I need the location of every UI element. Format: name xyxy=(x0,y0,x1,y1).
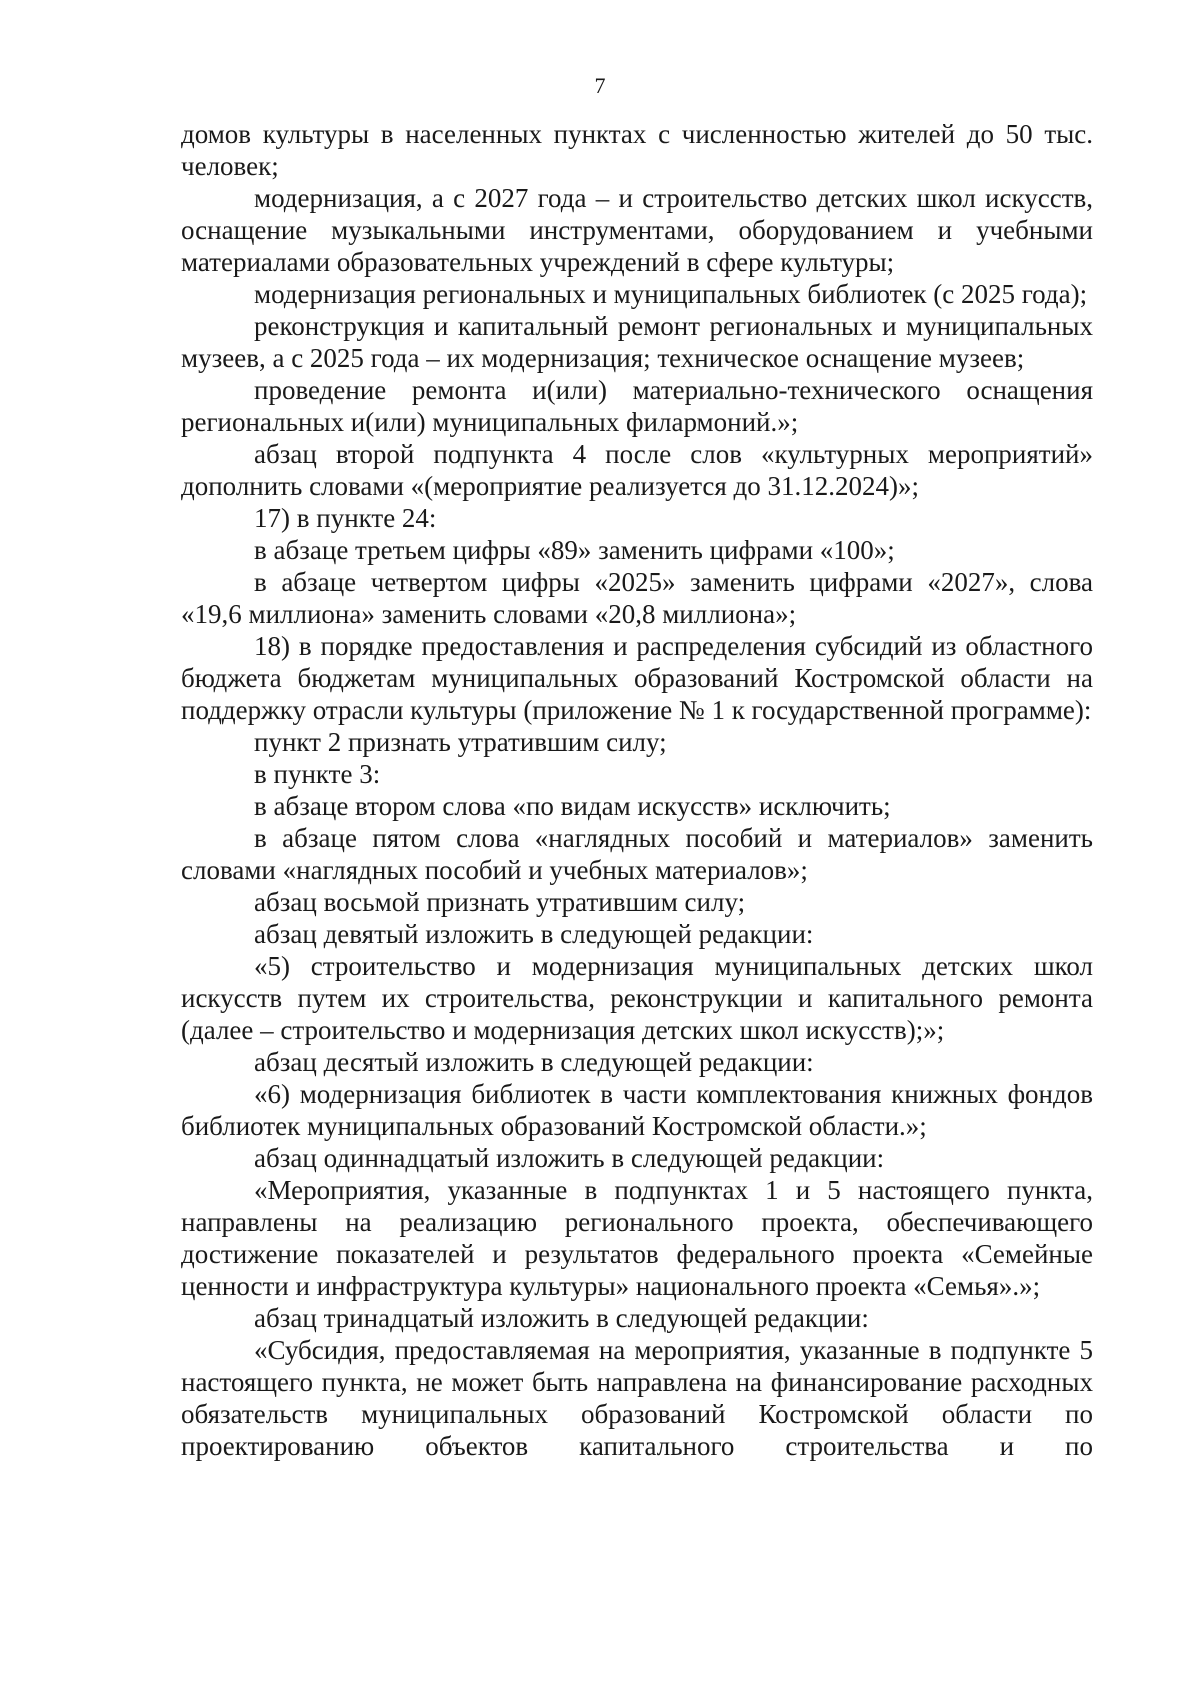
paragraph: в абзаце третьем цифры «89» заменить цифрами «100»; xyxy=(254,535,895,565)
paragraph: в абзаце втором слова «по видам искусств» исключить; xyxy=(254,791,891,821)
paragraph: в абзаце пятом слова «наглядных пособий и материалов» заменить словами «наглядных пособий и учебных материалов»; xyxy=(181,823,1093,885)
paragraph: абзац девятый изложить в следующей редакции: xyxy=(254,919,814,949)
paragraph: 17) в пункте 24: xyxy=(254,503,437,533)
paragraph: «6) модернизация библиотек в части комплектования книжных фондов библиотек муниципальных образований Костромской области.»; xyxy=(181,1079,1093,1141)
paragraph: абзац десятый изложить в следующей редакции: xyxy=(254,1047,814,1077)
paragraph: в пункте 3: xyxy=(254,759,381,789)
paragraph: модернизация, а с 2027 года – и строительство детских школ искусств, оснащение музыкальными инструментами, оборудованием и учебными материалами образовательных учреждений в сфере культуры; xyxy=(181,183,1093,277)
paragraph: пункт 2 признать утратившим силу; xyxy=(254,727,667,757)
paragraph: «Мероприятия, указанные в подпунктах 1 и 5 настоящего пункта, направлены на реализацию регионального проекта, обеспечивающего достижение показателей и результатов федерального проекта «Семейные ценности и инфраструктура культуры» национального проекта «Семья».»; xyxy=(181,1175,1093,1301)
paragraph: модернизация региональных и муниципальных библиотек (с 2025 года); xyxy=(254,279,1088,309)
paragraph: абзац одиннадцатый изложить в следующей редакции: xyxy=(254,1143,885,1173)
paragraph: абзац тринадцатый изложить в следующей редакции: xyxy=(254,1303,869,1333)
paragraph: абзац восьмой признать утратившим силу; xyxy=(254,887,746,917)
paragraph: домов культуры в населенных пунктах с численностью жителей до 50 тыс. человек; xyxy=(181,119,1093,181)
paragraph: абзац второй подпункта 4 после слов «культурных мероприятий» дополнить словами «(мероприятие реализуется до 31.12.2024)»; xyxy=(181,439,1093,501)
paragraph: «Субсидия, предоставляемая на мероприятия, указанные в подпункте 5 настоящего пункта, не может быть направлена на финансирование расходных обязательств муниципальных образований Костромской области по проектированию объектов капитального строительства и по xyxy=(181,1335,1093,1461)
paragraph: проведение ремонта и(или) материально-технического оснащения региональных и(или) муниципальных филармоний.»; xyxy=(181,375,1093,437)
paragraph: в абзаце четвертом цифры «2025» заменить цифрами «2027», слова «19,6 миллиона» заменить словами «20,8 миллиона»; xyxy=(181,567,1093,629)
page-number: 7 xyxy=(594,73,606,98)
paragraph: реконструкция и капитальный ремонт региональных и муниципальных музеев, а с 2025 года – их модернизация; техническое оснащение музеев; xyxy=(181,311,1093,373)
document-body xyxy=(181,118,1093,1462)
paragraph: «5) строительство и модернизация муниципальных детских школ искусств путем их строительства, реконструкции и капитального ремонта (далее – строительство и модернизация детских школ искусств);»; xyxy=(181,951,1093,1045)
paragraph: 18) в порядке предоставления и распределения субсидий из областного бюджета бюджетам муниципальных образований Костромской области на поддержку отрасли культуры (приложение № 1 к государственной программе): xyxy=(181,631,1093,725)
